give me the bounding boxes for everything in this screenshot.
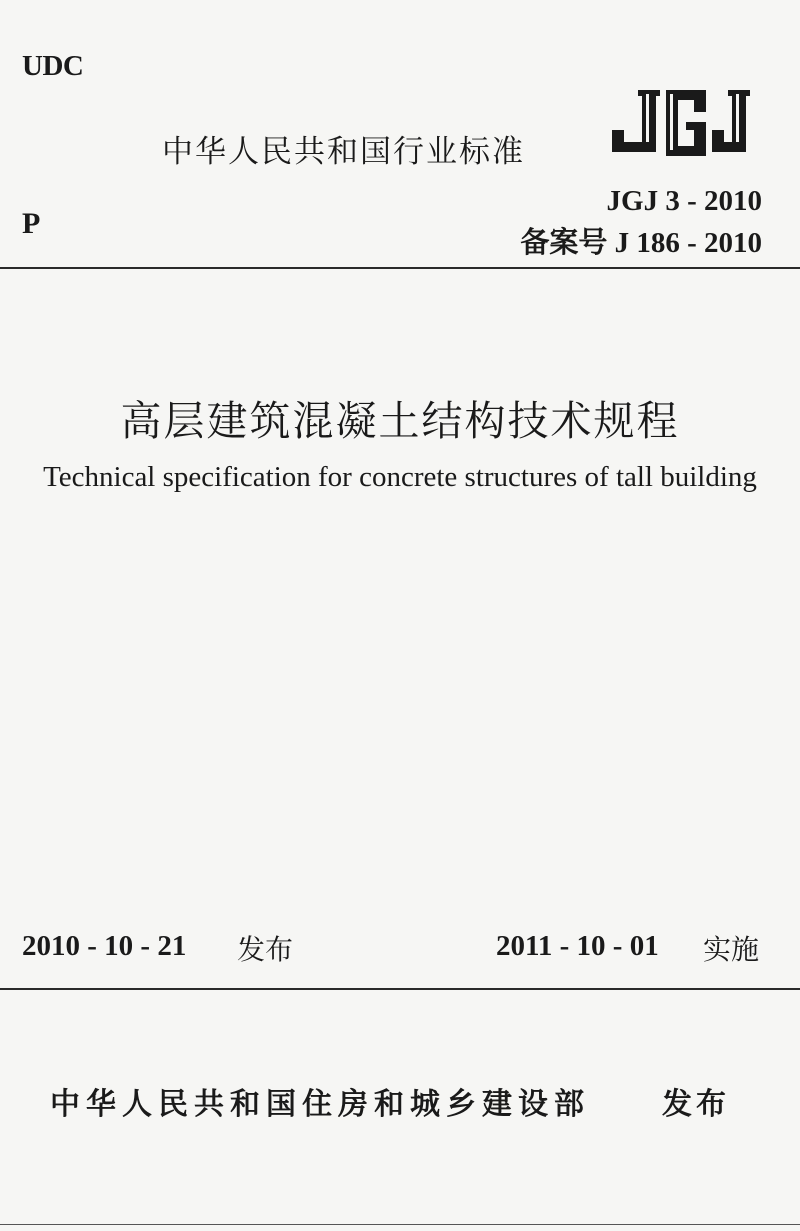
industry-standard-heading: 中华人民共和国行业标准 [162, 134, 525, 170]
top-divider [0, 267, 800, 269]
issue-date: 2010 - 10 - 21 [22, 930, 187, 962]
jgj-logo-icon [610, 88, 762, 160]
implementation-label: 实施 [703, 933, 760, 966]
publisher-name: 中华人民共和国住房和城乡建设部 [50, 1087, 590, 1122]
udc-label: UDC [22, 50, 84, 82]
filing-number: 备案号 J 186 - 2010 [520, 227, 762, 259]
document-title-chinese: 高层建筑混凝土结构技术规程 [120, 397, 680, 445]
footer-edge-line [0, 1224, 800, 1225]
bottom-divider [0, 988, 800, 990]
implementation-date: 2011 - 10 - 01 [496, 930, 659, 962]
document-title-english: Technical specification for concrete structures of tall building [43, 461, 757, 493]
category-code: P [22, 207, 41, 240]
standard-code: JGJ 3 - 2010 [606, 185, 762, 217]
publish-label: 发布 [662, 1087, 730, 1122]
issue-label: 发布 [237, 933, 294, 966]
